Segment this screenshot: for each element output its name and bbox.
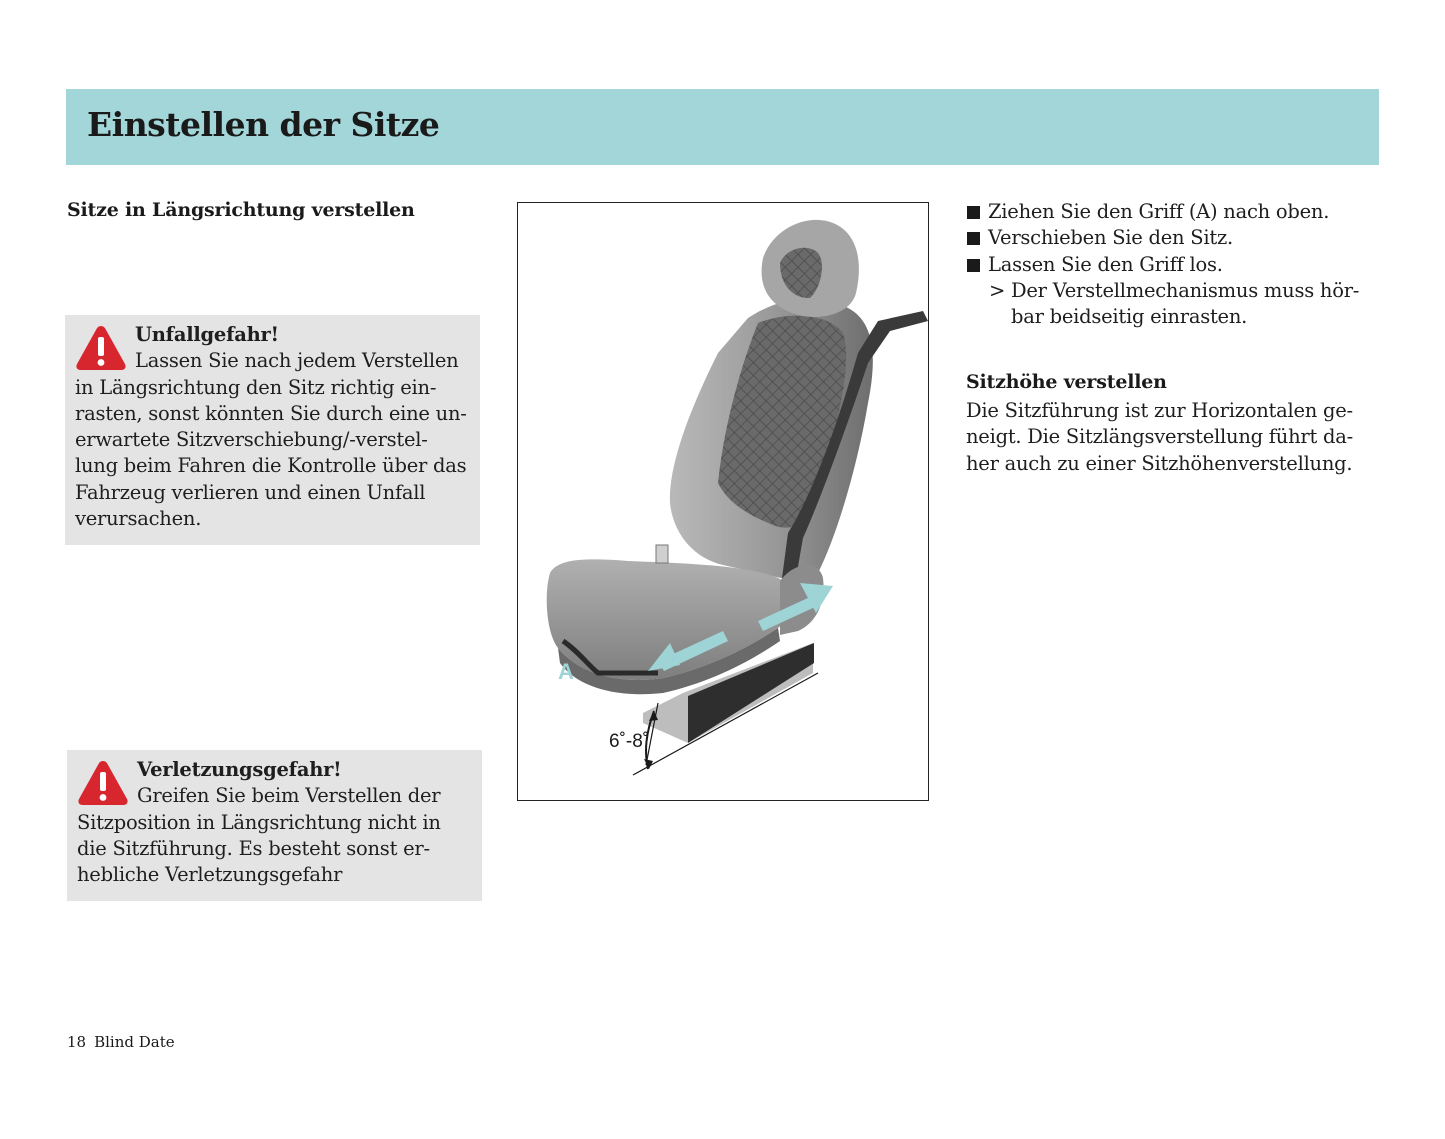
warning-box-accident bbox=[65, 315, 480, 545]
buckle bbox=[656, 545, 668, 563]
step-text: Lassen Sie den Griff los. bbox=[988, 252, 1223, 276]
warning-text: Lassen Sie nach jedem Verstellen in Längsrichtung den Sitz richtig ein-rasten, sonst könnten Sie durch eine un-erwartete Sitzverschiebung/-verstel-lung beim Fahren die Kontrolle über das Fahrzeug verlieren und einen Unfall verursachen. bbox=[75, 349, 467, 531]
page-footer bbox=[67, 1033, 175, 1051]
step-item bbox=[966, 199, 1376, 225]
step-text: Ziehen Sie den Griff (A) nach oben. bbox=[988, 200, 1330, 223]
section-text-height: Die Sitzführung ist zur Horizontalen ge-neigt. Die Sitzlängsverstellung führt da-her auch zu einer Sitzhöhenverstellung. bbox=[966, 399, 1353, 475]
square-bullet-icon bbox=[967, 232, 980, 245]
angle-label: 6˚-8˚ bbox=[609, 731, 650, 752]
step-text: Verschieben Sie den Sitz. bbox=[988, 226, 1233, 250]
step-list bbox=[966, 199, 1376, 330]
handle-label-a: A bbox=[558, 659, 574, 684]
footer-title: Blind Date bbox=[94, 1033, 175, 1051]
page-number: 18 bbox=[67, 1033, 87, 1051]
section-heading-longitudinal: Sitze in Längsrichtung verstellen bbox=[67, 199, 415, 221]
step-item bbox=[966, 252, 1376, 278]
warning-heading: Unfallgefahr! bbox=[135, 323, 279, 346]
result-marker: > bbox=[989, 278, 1006, 302]
step-result bbox=[966, 278, 1376, 331]
square-bullet-icon bbox=[967, 206, 980, 219]
warning-triangle-icon bbox=[75, 324, 127, 372]
seat-illustration bbox=[517, 202, 929, 801]
warning-text: Greifen Sie beim Verstellen der Sitzposition in Längsrichtung nicht in die Sitzführung. Es besteht sonst er-hebliche Verletzungsgefahr bbox=[77, 784, 441, 887]
section-heading-height: Sitzhöhe verstellen bbox=[966, 371, 1167, 393]
title-bar bbox=[66, 89, 1379, 165]
warning-triangle-icon bbox=[77, 759, 129, 807]
page-title: Einstellen der Sitze bbox=[87, 105, 440, 144]
step-item bbox=[966, 225, 1376, 251]
seat-drawing bbox=[518, 203, 929, 801]
warning-heading: Verletzungsgefahr! bbox=[137, 758, 342, 781]
warning-box-injury bbox=[67, 750, 482, 901]
square-bullet-icon bbox=[967, 259, 980, 272]
result-text: Der Verstellmechanismus muss hör-bar beidseitig einrasten. bbox=[1011, 278, 1360, 329]
